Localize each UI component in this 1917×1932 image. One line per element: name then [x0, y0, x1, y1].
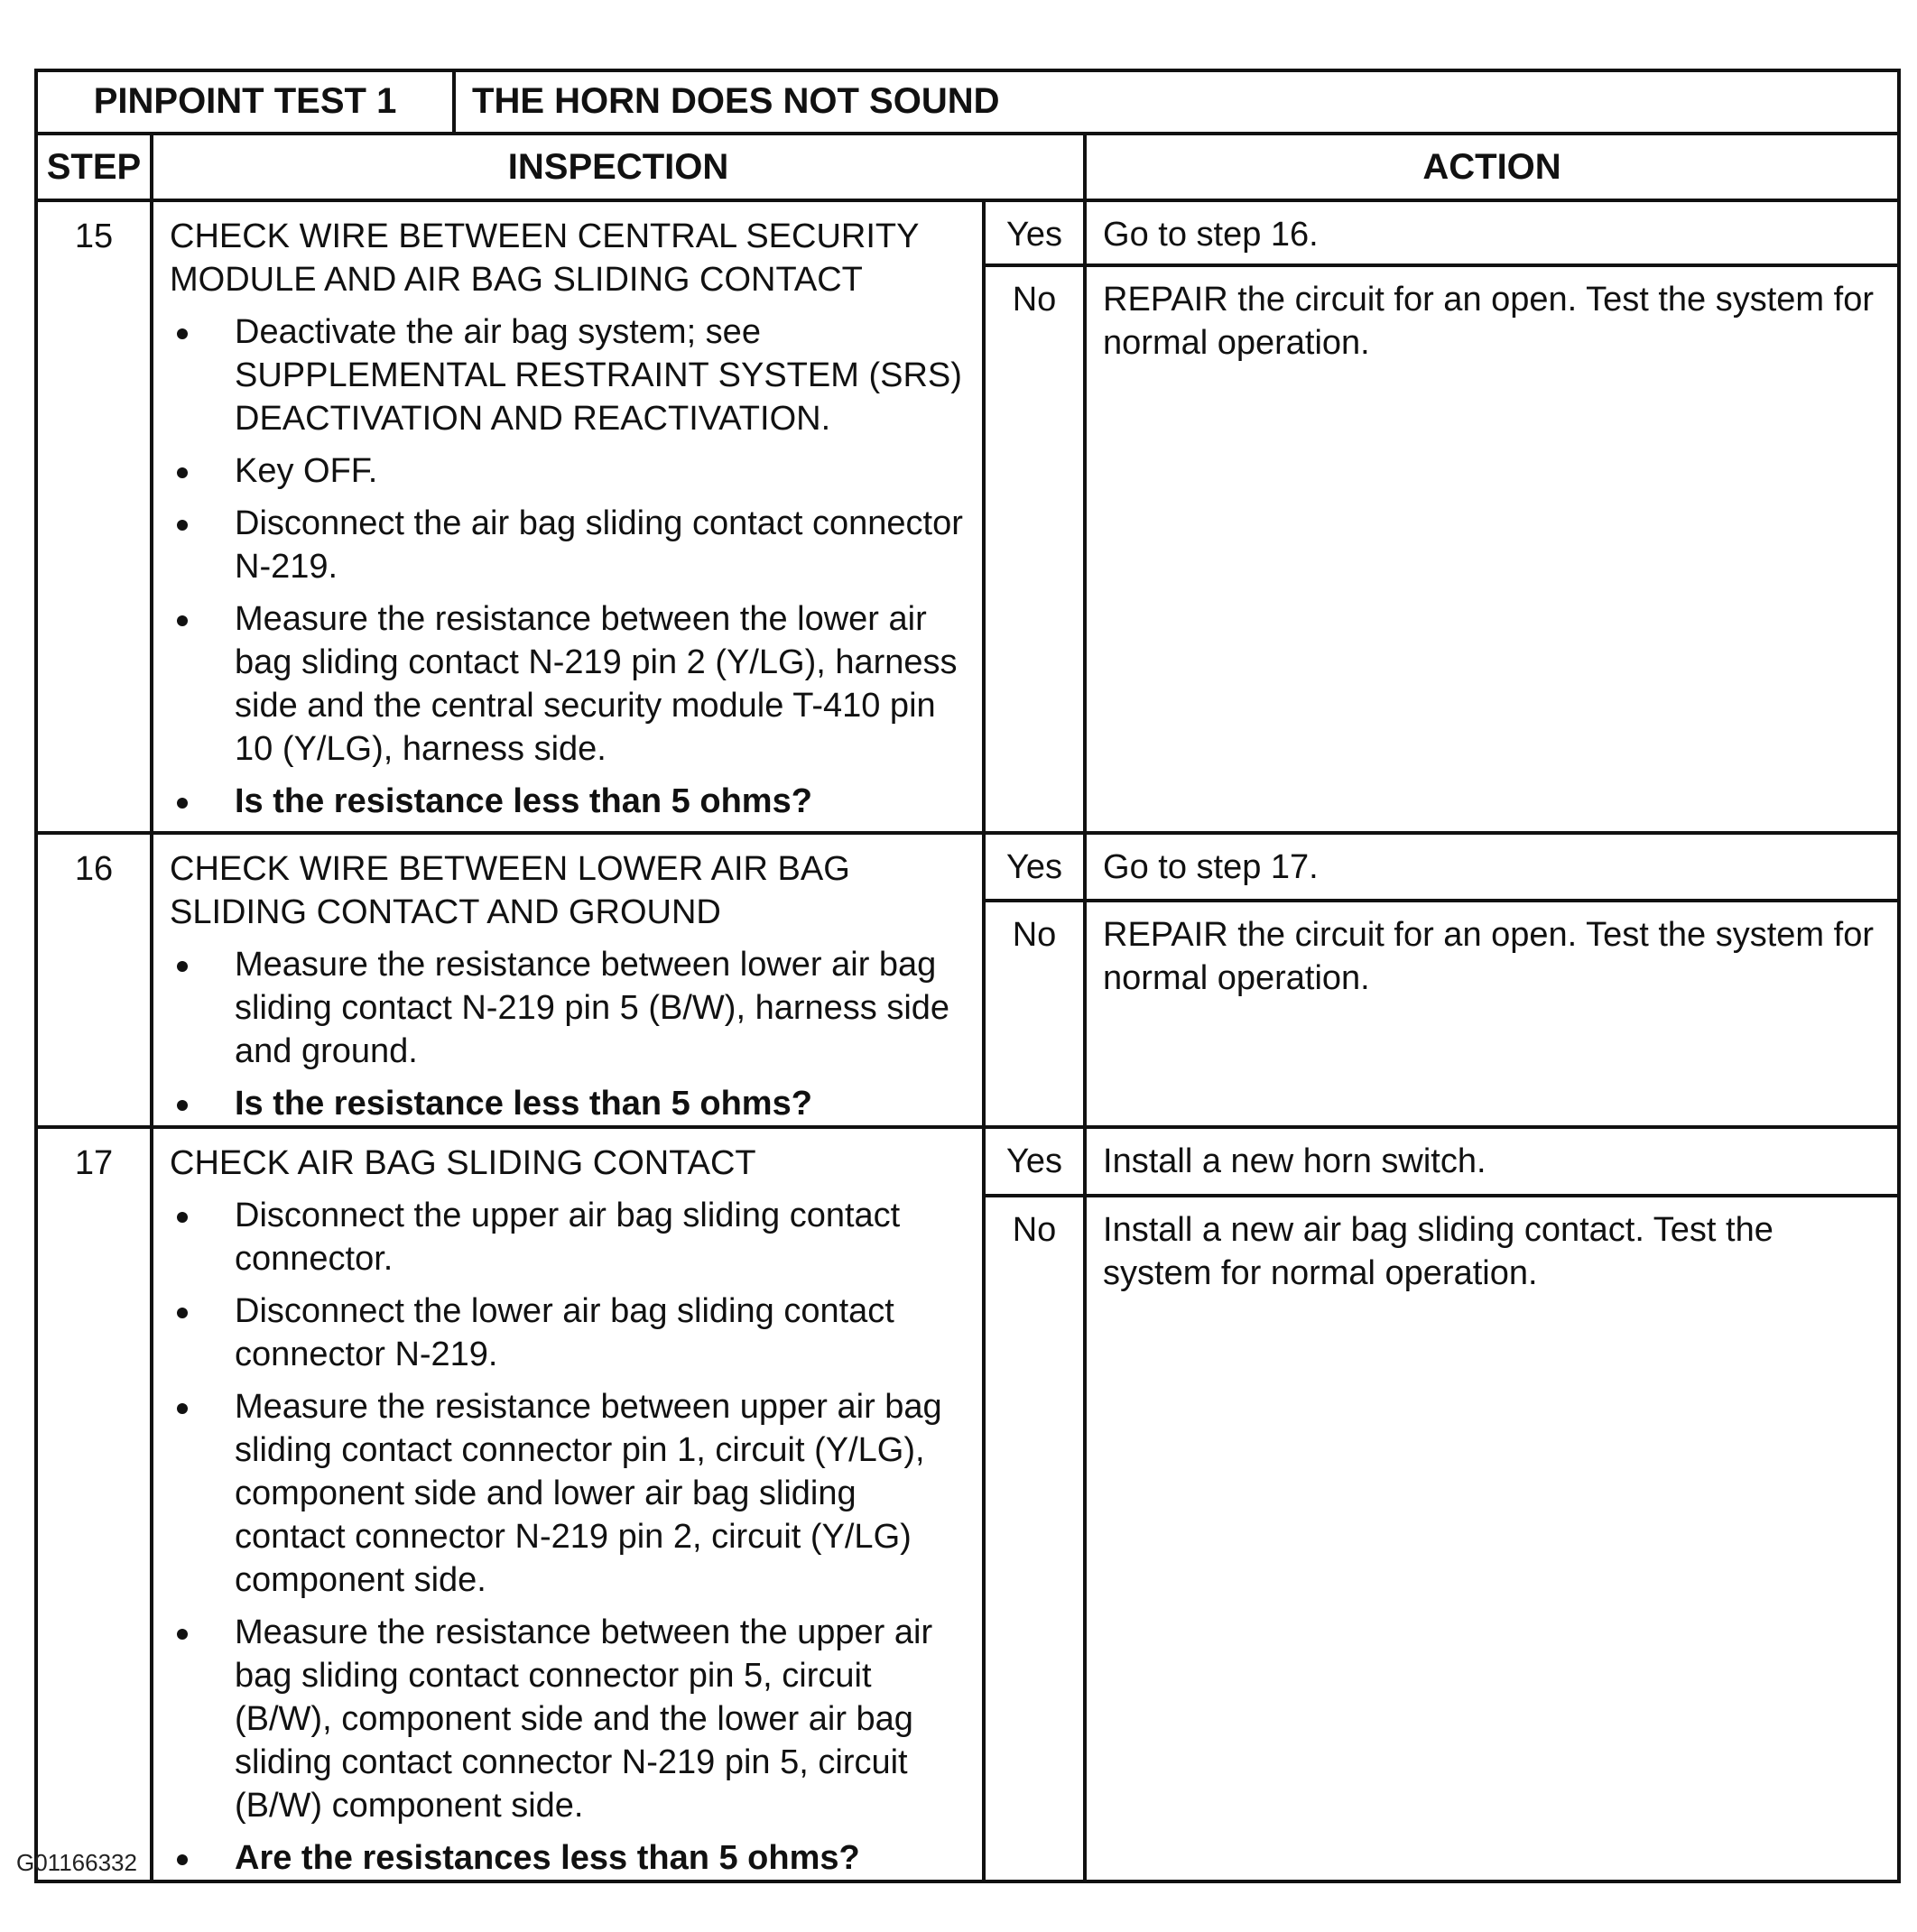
- inspection-question: Is the resistance less than 5 ohms?: [170, 780, 973, 823]
- inspection-title: CHECK WIRE BETWEEN CENTRAL SECURITY MODULE AND AIR BAG SLIDING CONTACT: [170, 217, 919, 299]
- table-row: [36, 200, 1899, 265]
- inspection-cell: [152, 1127, 984, 1881]
- inspection-bullet: Measure the resistance between the lower air bag sliding contact N-219 pin 2 (Y/LG), harness side and the central security module T-410 pin 10 (Y/LG), harness side.: [170, 597, 973, 771]
- pinpoint-test-table: [34, 69, 1901, 1883]
- answer-no: No: [984, 1196, 1085, 1881]
- inspection-bullets: [170, 1194, 973, 1880]
- inspection-question: Are the resistances less than 5 ohms?: [170, 1836, 973, 1880]
- inspection-cell: [152, 833, 984, 1127]
- action-no: REPAIR the circuit for an open. Test the system for normal operation.: [1085, 901, 1899, 1127]
- inspection-bullet: Measure the resistance between the upper air bag sliding contact connector pin 5, circuit (B/W), component side and the lower air bag sliding contact connector N-219 pin 5, circuit (B/W) component side.: [170, 1611, 973, 1827]
- title-row: [36, 70, 1899, 134]
- action-no: Install a new air bag sliding contact. Test the system for normal operation.: [1085, 1196, 1899, 1881]
- column-header-step: STEP: [36, 134, 152, 200]
- inspection-bullet: Disconnect the upper air bag sliding contact connector.: [170, 1194, 973, 1280]
- column-header-action: ACTION: [1085, 134, 1899, 200]
- inspection-bullet: Measure the resistance between upper air bag sliding contact connector pin 1, circuit (Y/LG), component side and lower air bag sliding contact connector N-219 pin 2, circuit (Y/LG) component side.: [170, 1385, 973, 1602]
- action-yes: Go to step 17.: [1085, 833, 1899, 901]
- inspection-bullets: [170, 943, 973, 1125]
- inspection-cell: [152, 200, 984, 833]
- action-no: REPAIR the circuit for an open. Test the system for normal operation.: [1085, 265, 1899, 833]
- answer-yes: Yes: [984, 1127, 1085, 1196]
- table-row: [36, 833, 1899, 901]
- test-label: PINPOINT TEST 1: [36, 70, 454, 134]
- figure-code: G01166332: [16, 1849, 137, 1876]
- test-title: THE HORN DOES NOT SOUND: [454, 70, 1899, 134]
- inspection-bullet: Deactivate the air bag system; see SUPPLEMENTAL RESTRAINT SYSTEM (SRS) DEACTIVATION AND REACTIVATION.: [170, 310, 973, 440]
- step-number: 16: [36, 833, 152, 1127]
- column-header-row: [36, 134, 1899, 200]
- inspection-bullet: Measure the resistance between lower air bag sliding contact N-219 pin 5 (B/W), harness side and ground.: [170, 943, 973, 1073]
- inspection-bullets: [170, 310, 973, 823]
- column-header-inspection: INSPECTION: [152, 134, 1085, 200]
- inspection-bullet: Disconnect the lower air bag sliding contact connector N-219.: [170, 1290, 973, 1376]
- inspection-title: CHECK WIRE BETWEEN LOWER AIR BAG SLIDING CONTACT AND GROUND: [170, 850, 850, 931]
- step-number: 17: [36, 1127, 152, 1881]
- inspection-bullet: Disconnect the air bag sliding contact connector N-219.: [170, 502, 973, 588]
- inspection-bullet: Key OFF.: [170, 449, 973, 493]
- answer-yes: Yes: [984, 833, 1085, 901]
- step-number: 15: [36, 200, 152, 833]
- answer-yes: Yes: [984, 200, 1085, 265]
- answer-no: No: [984, 265, 1085, 833]
- table-row: [36, 1127, 1899, 1196]
- answer-no: No: [984, 901, 1085, 1127]
- inspection-question: Is the resistance less than 5 ohms?: [170, 1082, 973, 1125]
- inspection-title: CHECK AIR BAG SLIDING CONTACT: [170, 1144, 756, 1182]
- action-yes: Install a new horn switch.: [1085, 1127, 1899, 1196]
- action-yes: Go to step 16.: [1085, 200, 1899, 265]
